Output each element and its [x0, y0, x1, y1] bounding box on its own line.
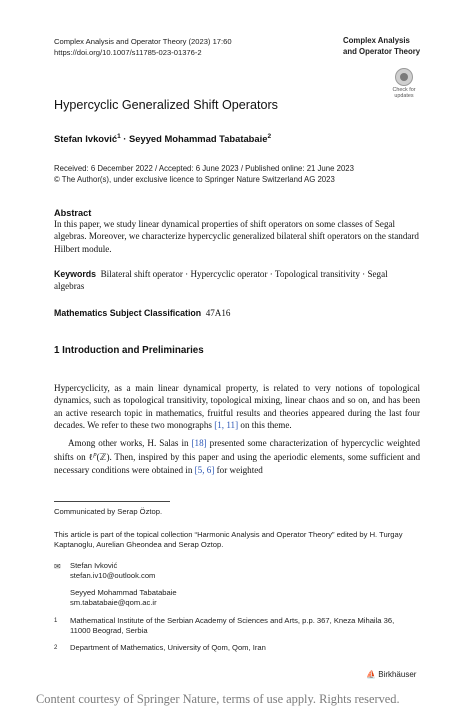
author-2[interactable]: Seyyed Mohammad Tabatabaie [129, 133, 268, 145]
keywords-text: Bilateral shift operator · Hypercyclic operator · Topological transitivity · Segal algebras [54, 269, 388, 292]
publisher-name: Birkhäuser [378, 670, 417, 679]
publication-dates [54, 164, 354, 185]
contact-1-name: Stefan Ivković [70, 561, 118, 570]
p1-text-end: on this theme. [238, 419, 292, 430]
check-updates-line1: Check for [392, 87, 416, 93]
p2-superscript: p [93, 451, 97, 459]
abstract-heading: Abstract [54, 208, 92, 218]
birkhauser-icon: ⛵ [366, 670, 376, 679]
body-paragraph-1 [54, 382, 420, 431]
affiliation-2-number: 2 [54, 645, 58, 651]
corresponding-authors [70, 561, 177, 609]
author-list [54, 133, 271, 144]
check-updates-line2: updates [394, 93, 414, 100]
journal-citation: Complex Analysis and Operator Theory (2023) 17:60 [54, 37, 232, 46]
msc-classification [54, 308, 230, 318]
contact-2-name: Seyyed Mohammad Tabatabaie [70, 587, 177, 597]
p2-text-2: presented some characterization of hypercyclic weighted shifts on ℓ [54, 438, 420, 463]
author-1[interactable]: Stefan Ivković [54, 133, 118, 145]
citation-5-6[interactable]: [5, 6] [194, 464, 215, 475]
journal-name-line2: and Operator Theory [343, 47, 421, 56]
affiliation-2: Department of Mathematics, University of Qom, Qom, Iran [70, 643, 266, 652]
communicated-by: Communicated by Serap Öztop. [54, 507, 163, 516]
section-heading: 1 Introduction and Preliminaries [54, 345, 204, 356]
p2-text-end: for weighted [214, 464, 263, 475]
footnote-rule [54, 501, 170, 502]
paper-title: Hypercyclic Generalized Shift Operators [54, 98, 278, 112]
p2-text: Among other works, H. Salas in [68, 438, 192, 448]
msc-value: 47A16 [205, 308, 231, 318]
affiliation-1: Mathematical Institute of the Serbian Academy of Sciences and Arts, p.p. 367, Kneza Mihaila 36, 11000 Beograd, Serbia [70, 616, 395, 636]
citation-18[interactable]: [18] [191, 438, 207, 448]
topical-collection-note: This article is part of the topical collection “Harmonic Analysis and Operator Theory” edited by H. Turgay Kaptanoglu, Aurelian Gheondea and Serap Oztop. [54, 530, 403, 550]
contact-1-email[interactable]: stefan.iv10@outlook.com [70, 571, 156, 581]
keywords-label: Keywords [54, 269, 97, 279]
copyright-line: © The Author(s), under exclusive licence to Springer Nature Switzerland AG 2023 [54, 174, 335, 184]
citation-1-11[interactable]: [1, 11] [214, 419, 239, 430]
check-updates-icon [395, 68, 413, 86]
dates-line: Received: 6 December 2022 / Accepted: 6 June 2023 / Published online: 21 June 2023 [54, 164, 354, 173]
affiliation-1-number: 1 [54, 618, 58, 624]
check-for-updates-badge[interactable] [386, 68, 422, 104]
doi-link[interactable]: https://doi.org/10.1007/s11785-023-01376-2 [54, 48, 202, 57]
envelope-icon: ✉ [54, 562, 61, 571]
keywords [54, 268, 420, 293]
courtesy-notice: Content courtesy of Springer Nature, terms of use apply. Rights reserved. [36, 692, 400, 706]
author-separator: · [123, 133, 127, 145]
author-2-affil: 2 [267, 133, 272, 140]
msc-label: Mathematics Subject Classification [54, 308, 202, 318]
abstract-text: In this paper, we study linear dynamical properties of shift operators on some classes of Segal algebras. Moreover, we characterize hypercyclic generalized bilateral shift operators on the standard Hilbert module. [54, 219, 419, 254]
p1-text: Hypercyclicity, as a main linear dynamical property, is related to very notions of topological dynamics, such as topological transitivity, topological mixing, linear chaos and so on, and has been an active research topic in mathematics, fruitful results and theories appeared during the last four decades. We refer to these two monographs [54, 383, 420, 430]
journal-header [54, 36, 232, 58]
author-1-affil: 1 [117, 133, 121, 140]
p2-text-3: (ℤ). Then, inspired by this paper and using the aperiodic elements, some sufficient and necessary conditions were obtained in [54, 452, 420, 475]
publisher-logo [366, 670, 416, 679]
contact-2-email[interactable]: sm.tabatabaie@qom.ac.ir [70, 598, 157, 608]
body-paragraph-2 [54, 437, 420, 476]
journal-name-line1: Complex Analysis [343, 36, 410, 45]
journal-name [343, 35, 420, 57]
